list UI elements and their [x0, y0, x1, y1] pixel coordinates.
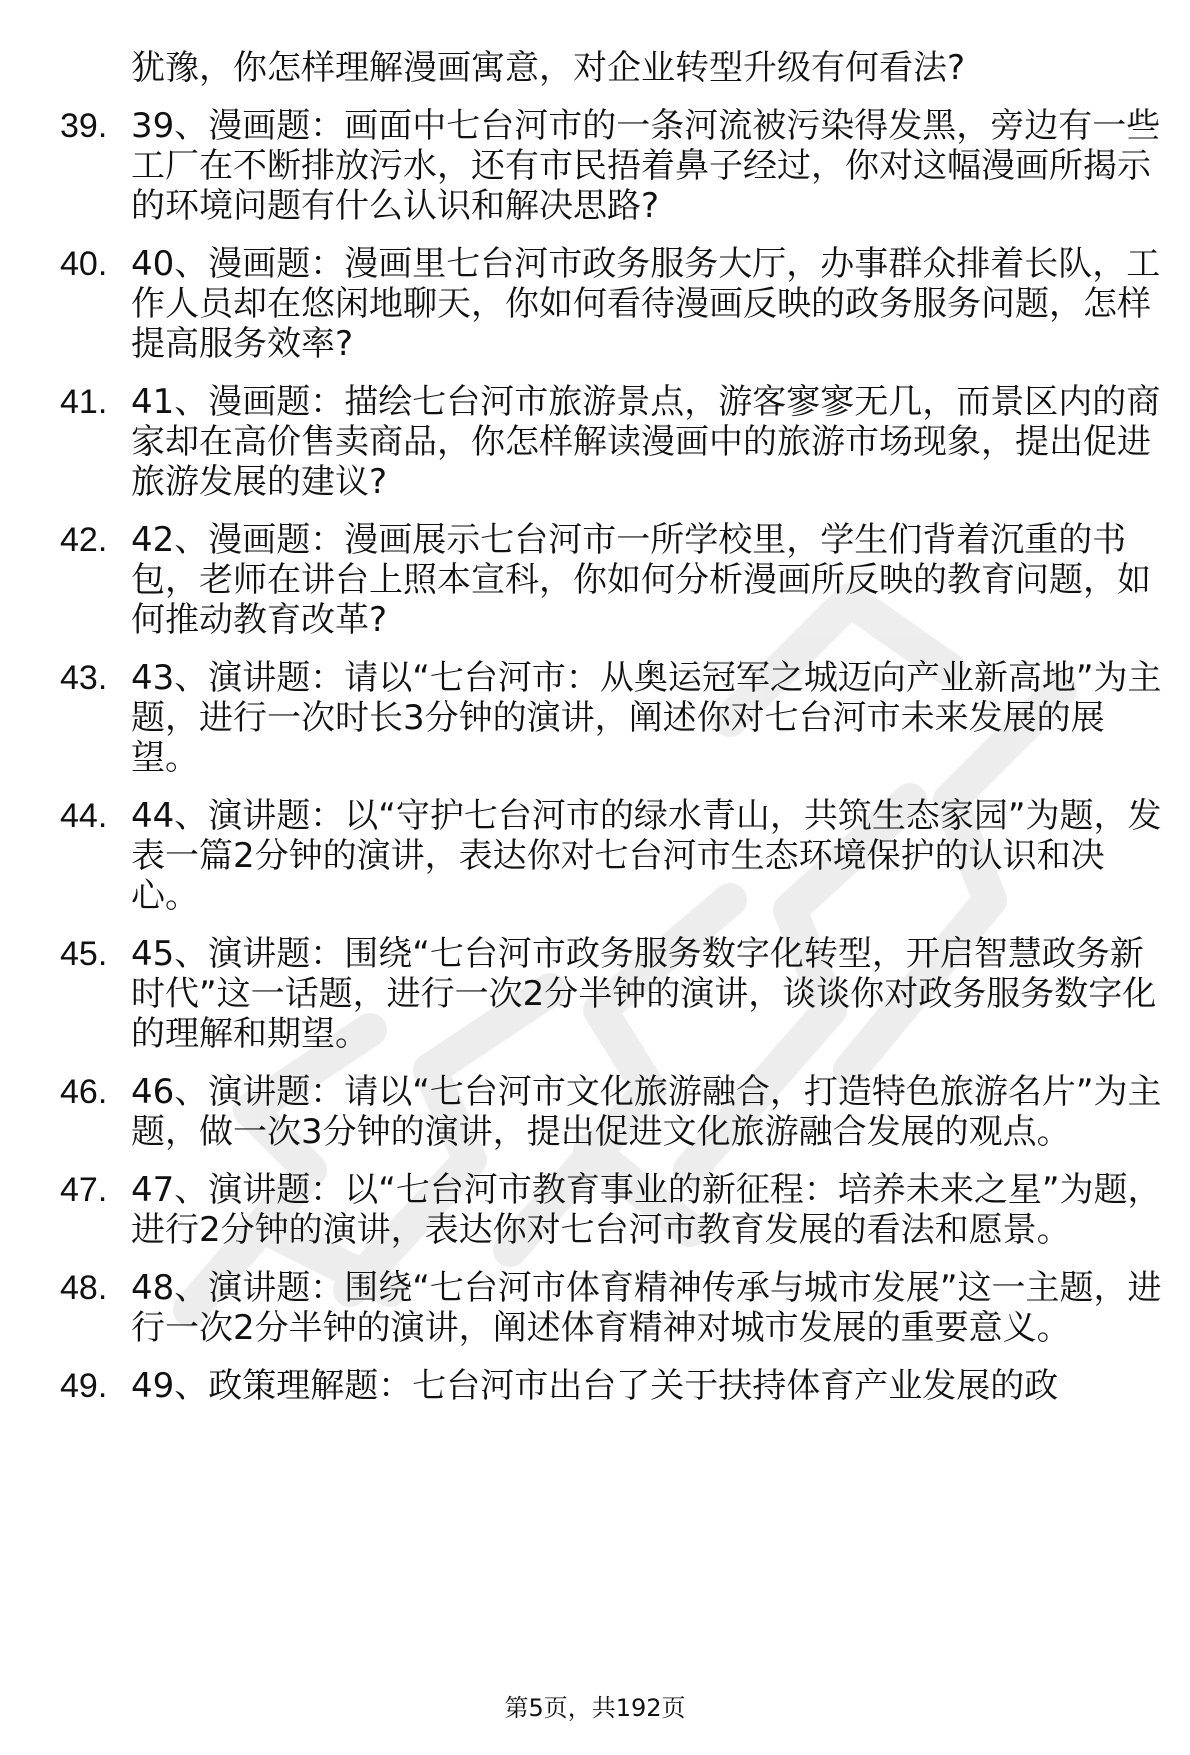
question-number: 40. — [60, 245, 108, 283]
question-text: 44、演讲题：以“守护七台河市的绿水青山，共筑生态家园”为题，发表一篇2分钟的演讲，表达你对七台河市生态环境保护的认识和决心。 — [131, 796, 1162, 916]
question-text: 47、演讲题：以“七台河市教育事业的新征程：培养未来之星”为题，进行2分钟的演讲，表达你对七台河市教育发展的看法和愿景。 — [131, 1170, 1162, 1250]
list-item — [0, 658, 1190, 778]
question-text: 49、政策理解题：七台河市出台了关于扶持体育产业发展的政 — [131, 1366, 1059, 1406]
list-item — [0, 520, 1190, 640]
question-text: 39、漫画题：画面中七台河市的一条河流被污染得发黑，旁边有一些工厂在不断排放污水，还有市民捂着鼻子经过，你对这幅漫画所揭示的环境问题有什么认识和解决思路? — [131, 106, 1161, 226]
question-number: 47. — [60, 1171, 108, 1209]
document-content — [0, 48, 1190, 1424]
list-item — [0, 1170, 1190, 1250]
question-number: 45. — [60, 935, 108, 973]
page-footer: 第5页，共192页 — [504, 1694, 686, 1722]
list-item — [0, 244, 1190, 364]
question-number: 39. — [60, 107, 108, 145]
question-text: 46、演讲题：请以“七台河市文化旅游融合，打造特色旅游名片”为主题，做一次3分钟的演讲，提出促进文化旅游融合发展的观点。 — [131, 1072, 1162, 1152]
question-number: 42. — [60, 521, 108, 559]
question-text: 43、演讲题：请以“七台河市：从奥运冠军之城迈向产业新高地”为主题，进行一次时长3分钟的演讲，阐述你对七台河市未来发展的展望。 — [131, 658, 1162, 778]
question-number: 43. — [60, 659, 108, 697]
question-number: 46. — [60, 1073, 108, 1111]
list-item — [0, 796, 1190, 916]
list-item — [0, 106, 1190, 226]
list-item — [0, 1072, 1190, 1152]
list-item — [0, 934, 1190, 1054]
continuation-text: 犹豫，你怎样理解漫画寓意，对企业转型升级有何看法? — [131, 48, 966, 88]
question-number: 44. — [60, 797, 108, 835]
question-number: 49. — [60, 1367, 108, 1405]
question-text: 45、演讲题：围绕“七台河市政务服务数字化转型，开启智慧政务新时代”这一话题，进行一次2分半钟的演讲，谈谈你对政务服务数字化的理解和期望。 — [131, 934, 1157, 1054]
question-text: 42、漫画题：漫画展示七台河市一所学校里，学生们背着沉重的书包，老师在讲台上照本宣科，你如何分析漫画所反映的教育问题，如何推动教育改革? — [131, 520, 1151, 640]
list-item — [0, 1366, 1190, 1406]
list-item — [0, 1268, 1190, 1348]
question-number: 41. — [60, 383, 108, 421]
question-text: 48、演讲题：围绕“七台河市体育精神传承与城市发展”这一主题，进行一次2分半钟的演讲，阐述体育精神对城市发展的重要意义。 — [131, 1268, 1162, 1348]
question-text: 40、漫画题：漫画里七台河市政务服务大厅，办事群众排着长队，工作人员却在悠闲地聊天，你如何看待漫画反映的政务服务问题，怎样提高服务效率? — [131, 244, 1161, 364]
question-text: 41、漫画题：描绘七台河市旅游景点，游客寥寥无几，而景区内的商家却在高价售卖商品，你怎样解读漫画中的旅游市场现象，提出促进旅游发展的建议? — [131, 382, 1161, 502]
list-item — [0, 382, 1190, 502]
question-list — [0, 106, 1190, 1406]
question-number: 48. — [60, 1269, 108, 1307]
